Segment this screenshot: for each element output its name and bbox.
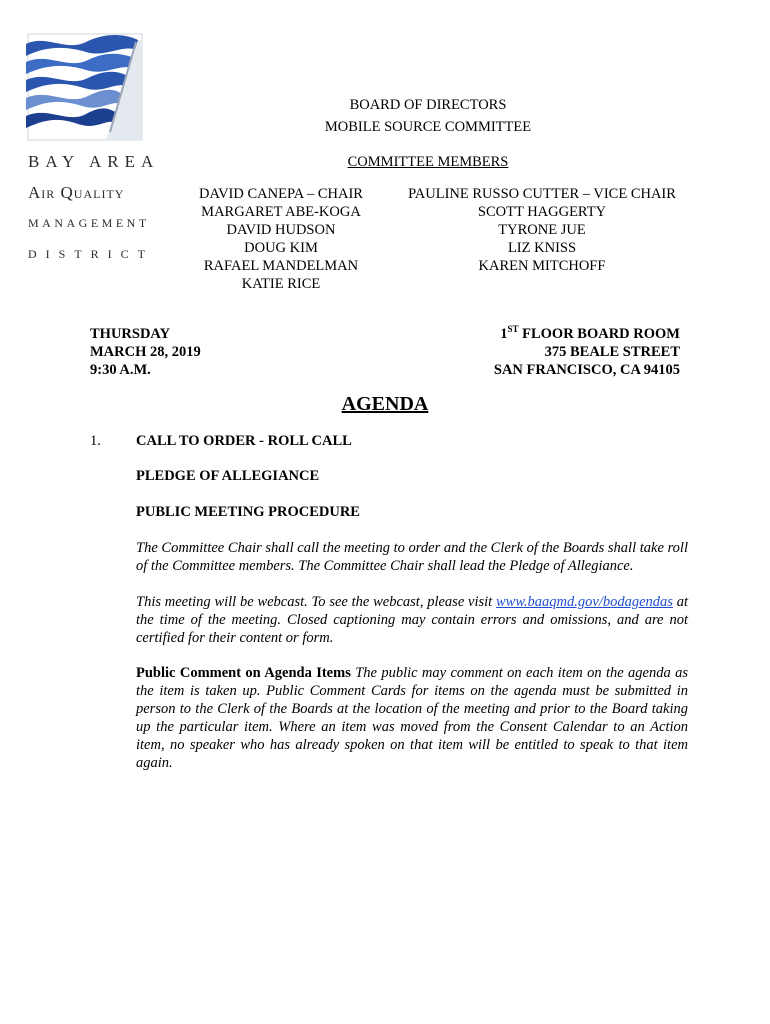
member-name: TYRONE JUE bbox=[498, 222, 586, 238]
room-label: FLOOR BOARD ROOM bbox=[518, 326, 680, 342]
meeting-time: 9:30 A.M. bbox=[90, 362, 151, 378]
public-comment-text: The public may comment on each item on the agenda as the item is taken up. Public Comment Cards for items on the agenda must be submitted in person to the Clerk of the Boards at the location of the meeting and prior to the Board taking up the particular item. Where an item was moved from the Consent Calendar to an Action item, no speaker who has already spoken on that item will be entitled to speak to that item again. bbox=[136, 665, 688, 771]
webcast-paragraph bbox=[136, 593, 688, 647]
room-number: 1 bbox=[500, 326, 508, 342]
board-title: BOARD OF DIRECTORS bbox=[349, 97, 507, 113]
member-name: KAREN MITCHOFF bbox=[478, 258, 606, 274]
member-name: RAFAEL MANDELMAN bbox=[203, 258, 359, 274]
district-logo-icon bbox=[26, 32, 144, 142]
members-right-column bbox=[392, 185, 692, 275]
webcast-text-rest: at the time of the meeting. Closed captioning may contain errors and omissions, and are not certified for their content or form. bbox=[136, 594, 688, 646]
room-ordinal: ST bbox=[507, 324, 519, 335]
webcast-text: This meeting will be webcast. To see the webcast, please visit bbox=[136, 594, 496, 610]
meeting-street: 375 BEALE STREET bbox=[544, 344, 680, 360]
meeting-room bbox=[420, 325, 680, 343]
members-left-column bbox=[176, 185, 386, 293]
meeting-day: THURSDAY bbox=[90, 326, 171, 342]
meeting-date: MARCH 28, 2019 bbox=[90, 344, 201, 360]
public-comment-paragraph bbox=[136, 664, 688, 772]
meeting-location bbox=[420, 325, 680, 379]
member-name: LIZ KNISS bbox=[507, 240, 577, 256]
procedure-paragraph: The Committee Chair shall call the meeting to order and the Clerk of the Boards shall take roll of the Committee members. The Committee Chair shall lead the Pledge of Allegiance. bbox=[136, 540, 688, 574]
meeting-datetime bbox=[90, 325, 201, 379]
member-name: PAULINE RUSSO CUTTER – VICE CHAIR bbox=[408, 186, 676, 202]
agenda-title: AGENDA bbox=[341, 393, 429, 415]
member-name: KATIE RICE bbox=[241, 276, 321, 292]
logo-text-bay-area: BAY AREA bbox=[28, 152, 160, 171]
member-name: DAVID CANEPA – CHAIR bbox=[199, 186, 363, 202]
item-title: CALL TO ORDER - ROLL CALL bbox=[136, 433, 352, 449]
member-name: SCOTT HAGGERTY bbox=[477, 204, 607, 220]
item-number: 1. bbox=[90, 433, 101, 449]
members-heading: COMMITTEE MEMBERS bbox=[347, 154, 509, 170]
member-name: DOUG KIM bbox=[244, 240, 318, 256]
public-comment-heading: Public Comment on Agenda Items bbox=[136, 665, 351, 681]
logo-text-district: DISTRICT bbox=[28, 247, 154, 261]
webcast-link[interactable]: www.baaqmd.gov/bodagendas bbox=[495, 594, 673, 610]
pledge-heading: PLEDGE OF ALLEGIANCE bbox=[136, 468, 320, 484]
logo-text-air-quality: Air Quality bbox=[28, 183, 125, 202]
member-name: MARGARET ABE-KOGA bbox=[201, 204, 361, 220]
logo-text-management: MANAGEMENT bbox=[28, 216, 150, 230]
meeting-city: SAN FRANCISCO, CA 94105 bbox=[493, 362, 680, 378]
committee-title: MOBILE SOURCE COMMITTEE bbox=[324, 119, 532, 135]
procedure-heading: PUBLIC MEETING PROCEDURE bbox=[136, 504, 360, 520]
member-name: DAVID HUDSON bbox=[226, 222, 336, 238]
